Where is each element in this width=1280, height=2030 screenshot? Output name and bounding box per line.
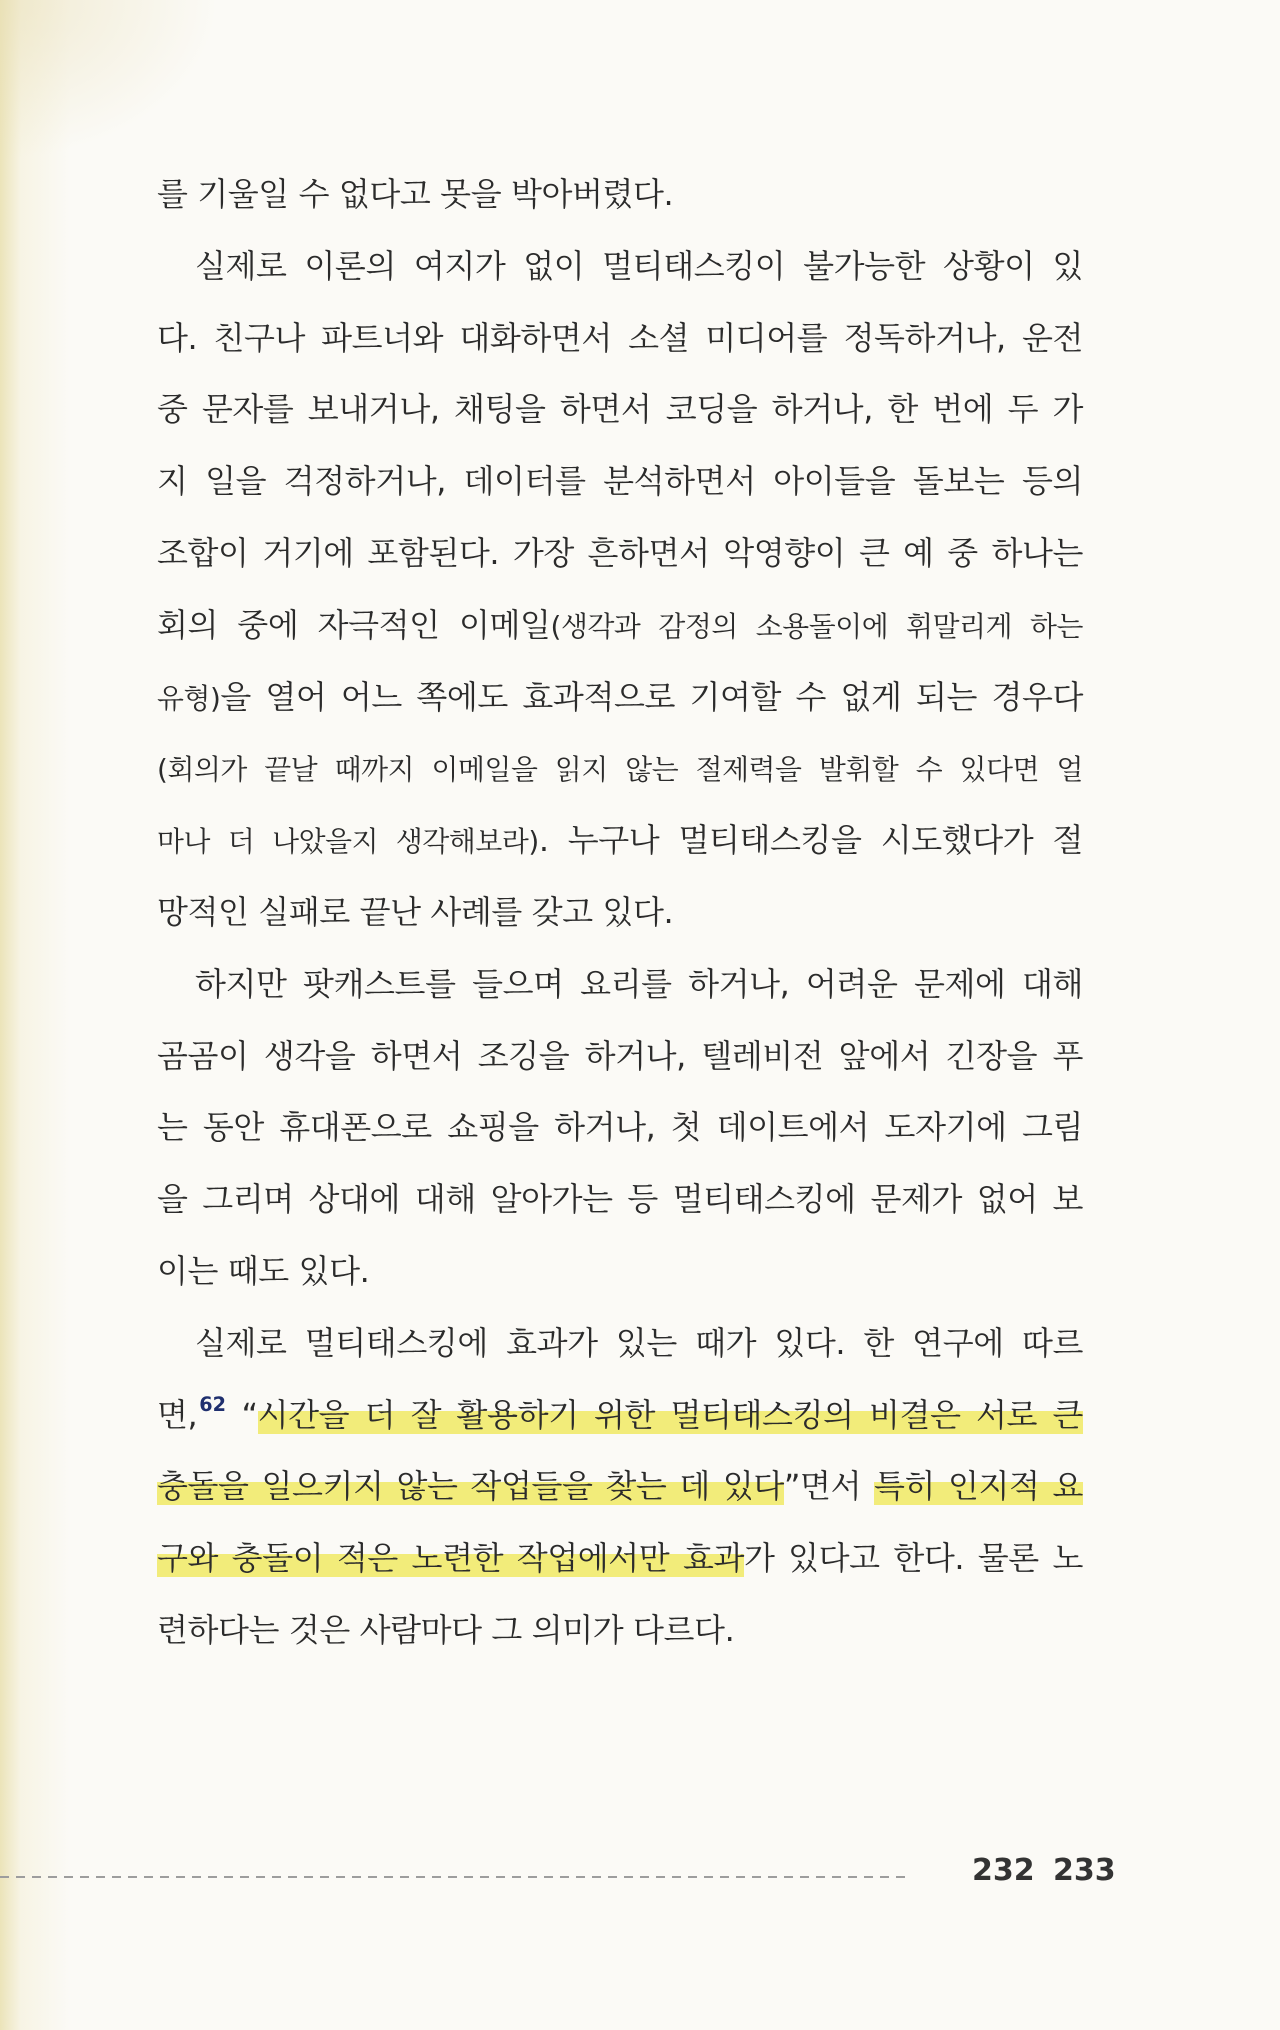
text-run: 회의 중에 자극적인 이메일 bbox=[157, 605, 551, 644]
text-line bbox=[157, 949, 1083, 1021]
text-line bbox=[157, 1451, 1083, 1523]
text-line bbox=[157, 1308, 1083, 1380]
page-number-right: 233 bbox=[1053, 1853, 1116, 1888]
text-line bbox=[157, 1164, 1083, 1236]
parenthetical-text: 유형) bbox=[157, 681, 221, 715]
text-line bbox=[157, 590, 1083, 662]
text-run: 곰곰이 생각을 하면서 조깅을 하거나, 텔레비전 앞에서 긴장을 푸 bbox=[157, 1036, 1083, 1075]
parenthetical-text: 마나 더 나았을지 생각해보라) bbox=[157, 825, 539, 859]
text-line bbox=[157, 662, 1083, 734]
text-run: 지 일을 걱정하거나, 데이터를 분석하면서 아이들을 돌보는 등의 bbox=[157, 462, 1083, 501]
text-run: 하지만 팟캐스트를 들으며 요리를 하거나, 어려운 문제에 대해 bbox=[195, 964, 1083, 1003]
text-line bbox=[157, 1380, 1083, 1452]
footnote-reference: 62 bbox=[199, 1393, 226, 1417]
text-run: 를 기울일 수 없다고 못을 박아버렸다. bbox=[157, 175, 674, 213]
text-line bbox=[157, 1523, 1083, 1595]
highlighted-text: 시간을 더 잘 활용하기 위한 멀티태스킹의 비결은 서로 큰 bbox=[257, 1395, 1084, 1434]
body-text bbox=[157, 159, 1083, 1667]
text-line bbox=[157, 231, 1083, 303]
text-run: ”면서 bbox=[783, 1467, 875, 1506]
page-corner-shading bbox=[0, 0, 220, 160]
text-line bbox=[157, 303, 1083, 375]
text-run: 망적인 실패로 끝난 사례를 갖고 있다. bbox=[157, 892, 674, 931]
text-run: 조합이 거기에 포함된다. 가장 흔하면서 악영향이 큰 예 중 하나는 bbox=[157, 533, 1083, 572]
text-line bbox=[157, 159, 1083, 231]
text-line bbox=[157, 877, 1083, 949]
paragraph bbox=[157, 159, 1083, 231]
text-run: 다. 친구나 파트너와 대화하면서 소셜 미디어를 정독하거나, 운전 bbox=[157, 318, 1083, 357]
page-number-left: 232 bbox=[972, 1853, 1035, 1888]
page-edge-shading bbox=[0, 0, 70, 2030]
paragraph bbox=[157, 949, 1083, 1308]
text-line bbox=[157, 374, 1083, 446]
text-run: 실제로 이론의 여지가 없이 멀티태스킹이 불가능한 상황이 있 bbox=[195, 246, 1083, 285]
text-run: 중 문자를 보내거나, 채팅을 하면서 코딩을 하거나, 한 번에 두 가 bbox=[157, 390, 1083, 429]
text-run: 는 동안 휴대폰으로 쇼핑을 하거나, 첫 데이트에서 도자기에 그림 bbox=[157, 1108, 1083, 1147]
parenthetical-text: (회의가 끝날 때까지 이메일을 읽지 않는 절제력을 발휘할 수 있다면 얼 bbox=[157, 753, 1083, 787]
text-run: 가 있다고 한다. 물론 노 bbox=[743, 1539, 1083, 1578]
text-run: 을 열어 어느 쪽에도 효과적으로 기여할 수 없게 되는 경우다 bbox=[220, 677, 1083, 716]
text-line bbox=[157, 1595, 1083, 1667]
highlighted-text: 특히 인지적 요 bbox=[874, 1467, 1083, 1506]
text-line bbox=[157, 733, 1083, 805]
text-run: 을 그리며 상대에 대해 알아가는 등 멀티태스킹에 문제가 없어 보 bbox=[157, 1180, 1083, 1219]
highlighted-text: 구와 충돌이 적은 노련한 작업에서만 효과 bbox=[157, 1539, 744, 1578]
text-line bbox=[157, 805, 1083, 877]
text-run: 면, bbox=[157, 1395, 198, 1434]
text-line bbox=[157, 1021, 1083, 1093]
parenthetical-text: (생각과 감정의 소용돌이에 휘말리게 하는 bbox=[550, 609, 1083, 643]
text-run: 이는 때도 있다. bbox=[157, 1251, 370, 1290]
text-run: “ bbox=[226, 1395, 258, 1434]
text-line bbox=[157, 518, 1083, 590]
footer-divider bbox=[0, 1876, 912, 1878]
text-run: . 누구나 멀티태스킹을 시도했다가 절 bbox=[538, 821, 1083, 860]
paragraph bbox=[157, 231, 1083, 949]
text-line bbox=[157, 446, 1083, 518]
text-line bbox=[157, 1236, 1083, 1308]
paragraph bbox=[157, 1308, 1083, 1667]
text-run: 실제로 멀티태스킹에 효과가 있는 때가 있다. 한 연구에 따르 bbox=[195, 1323, 1083, 1362]
highlighted-text: 충돌을 일으키지 않는 작업들을 찾는 데 있다 bbox=[157, 1467, 784, 1506]
text-run: 련하다는 것은 사람마다 그 의미가 다르다. bbox=[157, 1610, 735, 1649]
text-line bbox=[157, 1092, 1083, 1164]
